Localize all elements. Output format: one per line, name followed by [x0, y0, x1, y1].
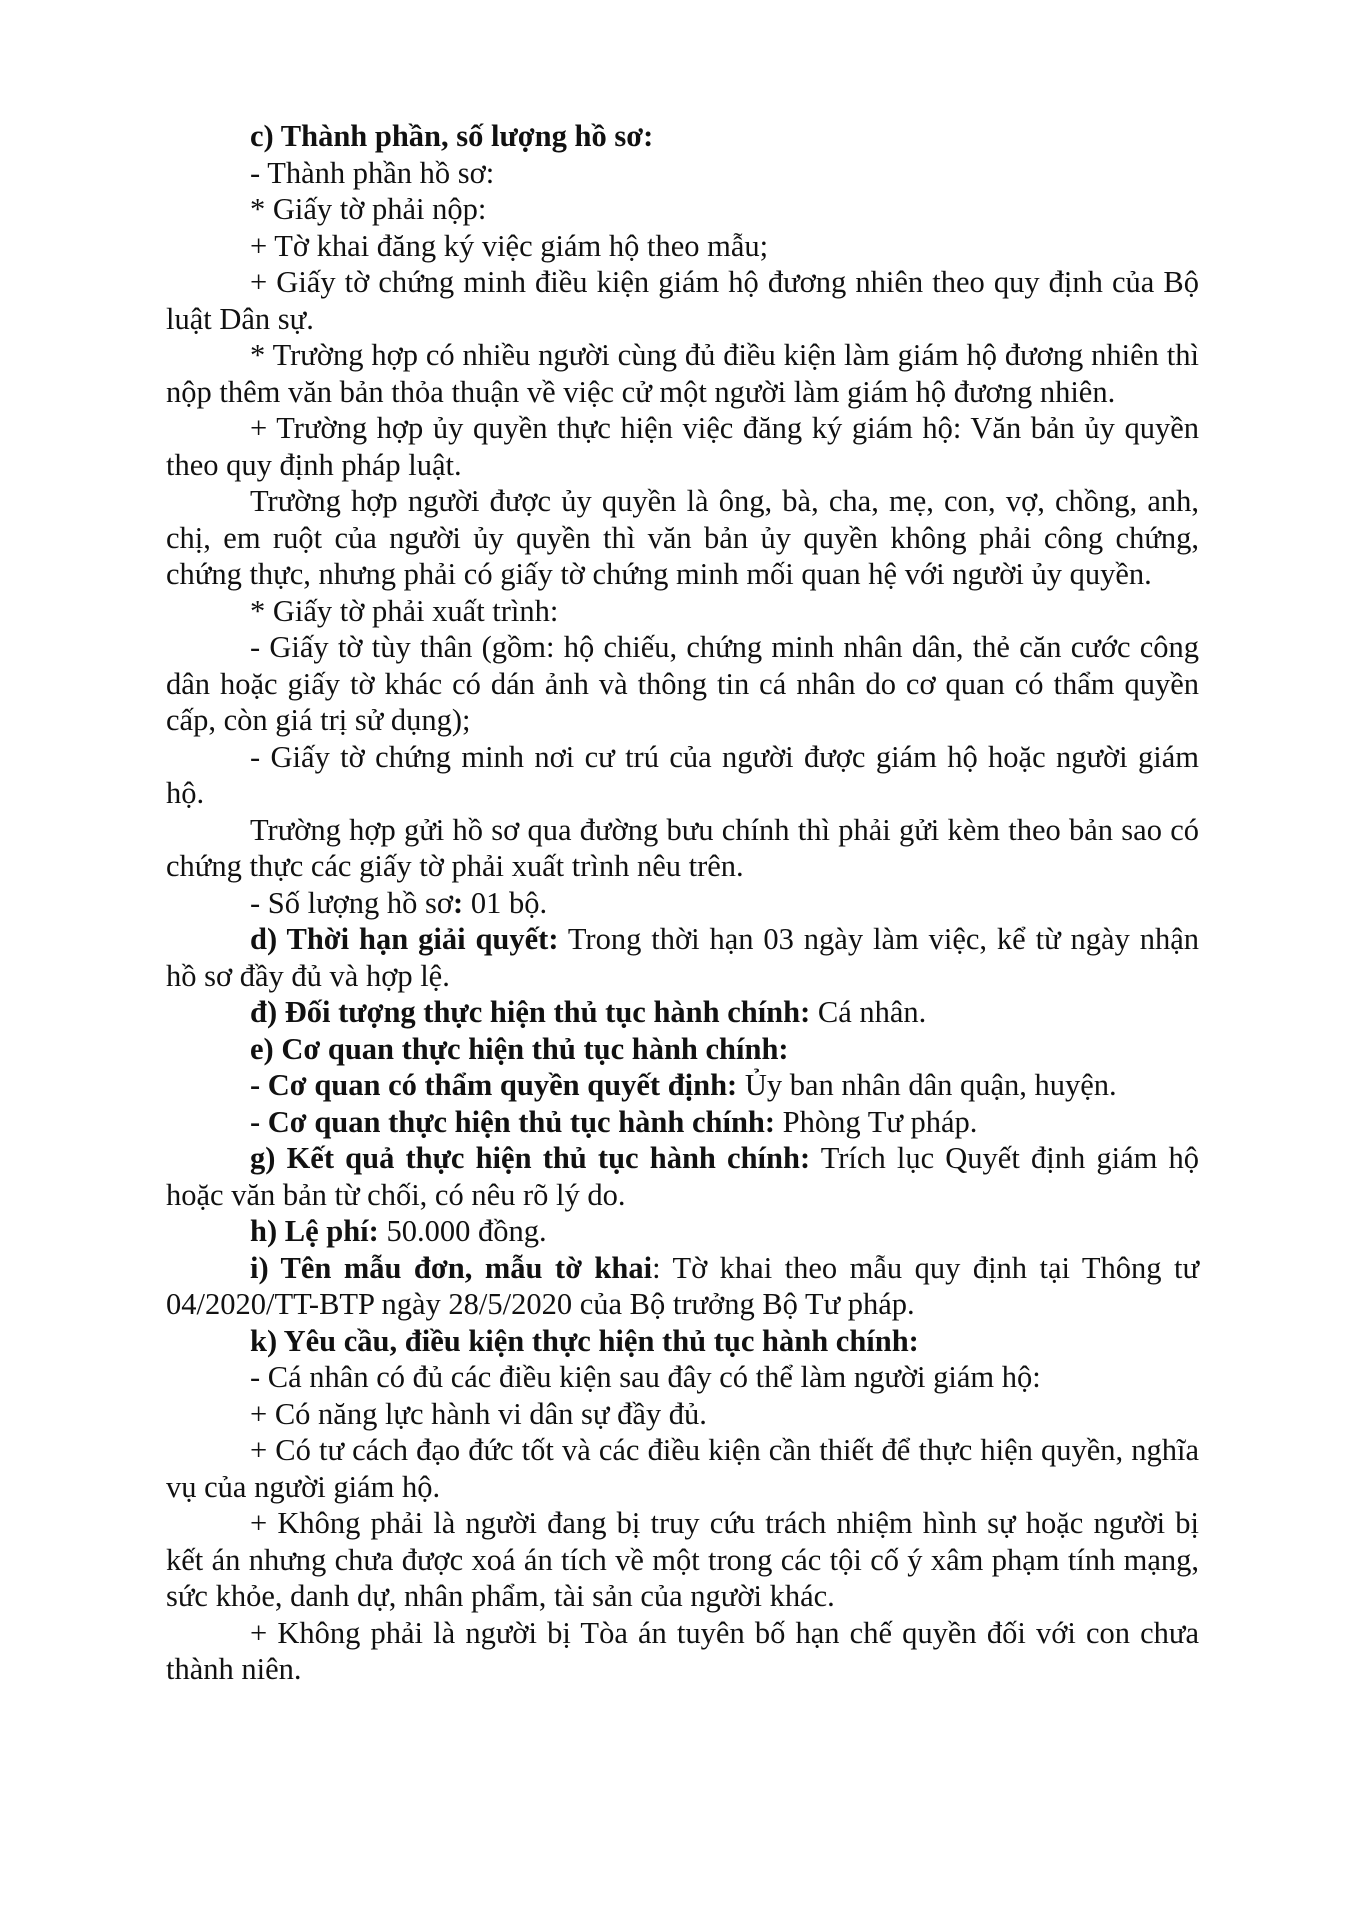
document-paragraph: [166, 191, 1199, 228]
document-paragraph: [166, 410, 1199, 483]
bold-text-run: :: [453, 885, 464, 920]
text-run: + Giấy tờ chứng minh điều kiện giám hộ đương nhiên theo quy định của Bộ luật Dân sự.: [166, 265, 1199, 336]
text-run: + Tờ khai đăng ký việc giám hộ theo mẫu;: [250, 228, 769, 263]
document-paragraph: [166, 885, 1199, 922]
bold-text-run: đ) Đối tượng thực hiện thủ tục hành chính:: [250, 995, 811, 1029]
text-run: + Không phải là người bị Tòa án tuyên bố hạn chế quyền đối với con chưa thành niên.: [166, 1615, 1199, 1686]
bold-text-run: g) Kết quả thực hiện thủ tục hành chính:: [250, 1141, 811, 1175]
text-run: + Trường hợp ủy quyền thực hiện việc đăng ký giám hộ: Văn bản ủy quyền theo quy định pháp luật.: [166, 411, 1199, 482]
document-paragraph: [166, 1323, 1199, 1360]
document-paragraph: [166, 1140, 1199, 1213]
text-run: : Tờ khai theo mẫu quy định tại Thông tư 04/2020/TT-BTP ngày 28/5/2020 của Bộ trưởng Bộ Tư pháp.: [166, 1250, 1199, 1321]
document-paragraph: [166, 1213, 1199, 1250]
document-paragraph: [166, 1359, 1199, 1396]
document-paragraph: [166, 1615, 1199, 1688]
document-paragraph: [166, 812, 1199, 885]
text-run: Cá nhân.: [810, 995, 927, 1029]
bold-text-run: k) Yêu cầu, điều kiện thực hiện thủ tục hành chính:: [250, 1323, 919, 1358]
text-run: Trong thời hạn 03 ngày làm việc, kể từ ngày nhận hồ sơ đầy đủ và hợp lệ.: [166, 922, 1200, 993]
bold-text-run: e) Cơ quan thực hiện thủ tục hành chính:: [250, 1031, 789, 1066]
text-run: Trường hợp gửi hồ sơ qua đường bưu chính thì phải gửi kèm theo bản sao có chứng thực các giấy tờ phải xuất trình nêu trên.: [166, 812, 1199, 883]
document-paragraph: [166, 1432, 1199, 1505]
bold-text-run: - Cơ quan thực hiện thủ tục hành chính:: [250, 1104, 776, 1139]
text-run: * Giấy tờ phải xuất trình:: [250, 593, 559, 628]
document-paragraph: [166, 1067, 1199, 1104]
text-run: Trích lục Quyết định giám hộ hoặc văn bản từ chối, có nêu rõ lý do.: [166, 1141, 1199, 1212]
document-paragraph: [166, 1396, 1199, 1433]
text-run: Phòng Tư pháp.: [775, 1104, 978, 1139]
text-run: 50.000 đồng.: [378, 1214, 547, 1248]
document-paragraph: [166, 228, 1199, 265]
document-paragraph: [166, 1031, 1199, 1068]
document-paragraph: [166, 483, 1199, 593]
document-paragraph: [166, 1104, 1199, 1141]
document-paragraph: [166, 264, 1199, 337]
text-run: - Thành phần hồ sơ:: [250, 155, 495, 190]
document-paragraph: [166, 739, 1199, 812]
bold-text-run: c) Thành phần, số lượng hồ sơ:: [250, 119, 654, 153]
document-paragraph: [166, 629, 1199, 739]
text-run: - Cá nhân có đủ các điều kiện sau đây có thể làm người giám hộ:: [250, 1360, 1041, 1394]
document-paragraph: [166, 337, 1199, 410]
text-run: 01 bộ.: [463, 885, 548, 920]
document-paragraph: [166, 1250, 1199, 1323]
bold-text-run: h) Lệ phí:: [250, 1214, 379, 1248]
text-run: Ủy ban nhân dân quận, huyện.: [737, 1068, 1117, 1102]
text-run: - Giấy tờ tùy thân (gồm: hộ chiếu, chứng minh nhân dân, thẻ căn cước công dân hoặc giấy tờ khác có dán ảnh và thông tin cá nhân do cơ quan có thẩm quyền cấp, còn giá trị sử dụng);: [166, 630, 1199, 737]
document-body: [166, 118, 1199, 1688]
text-run: * Trường hợp có nhiều người cùng đủ điều kiện làm giám hộ đương nhiên thì nộp thêm văn bản thỏa thuận về việc cử một người làm giám hộ đương nhiên.: [166, 338, 1199, 409]
text-run: + Có năng lực hành vi dân sự đầy đủ.: [250, 1396, 707, 1431]
bold-text-run: - Cơ quan có thẩm quyền quyết định:: [250, 1068, 738, 1102]
document-paragraph: [166, 155, 1199, 192]
document-paragraph: [166, 921, 1199, 994]
document-paragraph: [166, 118, 1199, 155]
text-run: Trường hợp người được ủy quyền là ông, bà, cha, mẹ, con, vợ, chồng, anh, chị, em ruột của người ủy quyền thì văn bản ủy quyền không phải công chứng, chứng thực, nhưng phải có giấy tờ chứng minh mối quan hệ với người ủy quyền.: [166, 484, 1199, 591]
text-run: - Giấy tờ chứng minh nơi cư trú của người được giám hộ hoặc người giám hộ.: [166, 739, 1199, 810]
text-run: - Số lượng hồ sơ: [250, 885, 454, 920]
bold-text-run: i) Tên mẫu đơn, mẫu tờ khai: [250, 1250, 653, 1285]
text-run: + Không phải là người đang bị truy cứu trách nhiệm hình sự hoặc người bị kết án nhưng chưa được xoá án tích về một trong các tội cố ý xâm phạm tính mạng, sức khỏe, danh dự, nhân phẩm, tài sản của người khác.: [166, 1506, 1199, 1613]
document-paragraph: [166, 1505, 1199, 1615]
text-run: + Có tư cách đạo đức tốt và các điều kiện cần thiết để thực hiện quyền, nghĩa vụ của người giám hộ.: [166, 1433, 1199, 1504]
bold-text-run: d) Thời hạn giải quyết:: [250, 922, 559, 956]
document-paragraph: [166, 994, 1199, 1031]
text-run: * Giấy tờ phải nộp:: [250, 192, 487, 226]
document-paragraph: [166, 593, 1199, 630]
